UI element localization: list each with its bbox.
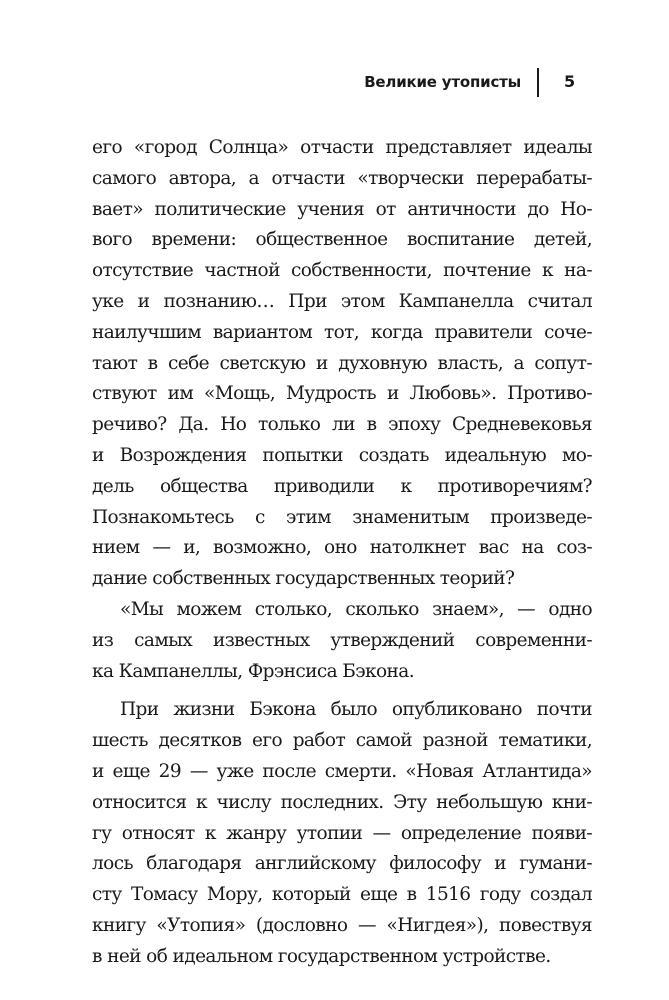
paragraph-3: [92, 695, 592, 972]
text-line: речиво? Да. Но только ли в эпоху Средневековья: [92, 414, 592, 436]
text-line: шесть десятков его работ самой разной тематики,: [92, 730, 592, 752]
paragraph-2: [92, 595, 592, 687]
page-number: 5: [564, 72, 576, 91]
text-line: тают в себе светскую и духовную власть, а сопут-: [92, 352, 592, 374]
text-line: вает» политические учения от античности до Но-: [92, 198, 592, 220]
section-title: Великие утописты: [364, 73, 521, 91]
text-line: отсутствие частной собственности, почтение к на-: [92, 260, 592, 282]
text-line: лось благодаря английскому философу и гумани-: [92, 853, 592, 875]
running-head: [0, 68, 669, 98]
text-line: дание собственных государственных теорий?: [92, 568, 515, 590]
text-line: нием — и, возможно, оно натолкнет вас на соз-: [92, 537, 592, 559]
text-line: его «город Солнца» отчасти представляет идеалы: [92, 137, 592, 158]
text-line: самого автора, а отчасти «творчески перерабаты-: [92, 167, 592, 189]
text-line: книгу «Утопия» (дословно — «Нигдея»), повествуя: [92, 914, 592, 936]
text-line: При жизни Бэкона было опубликовано почти: [120, 699, 592, 721]
text-line: и еще 29 — уже после смерти. «Новая Атлантида»: [92, 760, 592, 782]
body-text: [92, 133, 592, 973]
text-line: сту Томасу Мору, который еще в 1516 году создал: [92, 884, 592, 906]
text-line: вого времени: общественное воспитание детей,: [92, 229, 592, 251]
paragraph-1: [92, 133, 592, 595]
text-line: гу относят к жанру утопии — определение появи-: [92, 822, 592, 844]
text-line: в ней об идеальном государственном устройстве.: [92, 945, 551, 967]
text-line: относится к числу последних. Эту небольшую кни-: [92, 791, 592, 813]
text-line: «Мы можем столько, сколько знаем», — одно: [120, 598, 592, 620]
text-line: и Возрождения попытки создать идеальную мо-: [92, 444, 592, 466]
text-line: уке и познанию… При этом Кампанелла считал: [92, 290, 592, 312]
text-line: ствуют им «Мощь, Мудрость и Любовь». Противо-: [92, 383, 592, 405]
header-divider: [537, 68, 539, 97]
text-line: из самых известных утверждений современни-: [92, 629, 592, 651]
text-line: ка Кампанеллы, Фрэнсиса Бэкона.: [92, 660, 414, 682]
text-line: дель общества приводили к противоречиям?: [92, 475, 592, 497]
text-line: Познакомьтесь с этим знаменитым произведе-: [92, 506, 592, 528]
paragraph-spacer: [92, 687, 592, 695]
text-line: наилучшим вариантом тот, когда правители соче-: [92, 321, 592, 343]
